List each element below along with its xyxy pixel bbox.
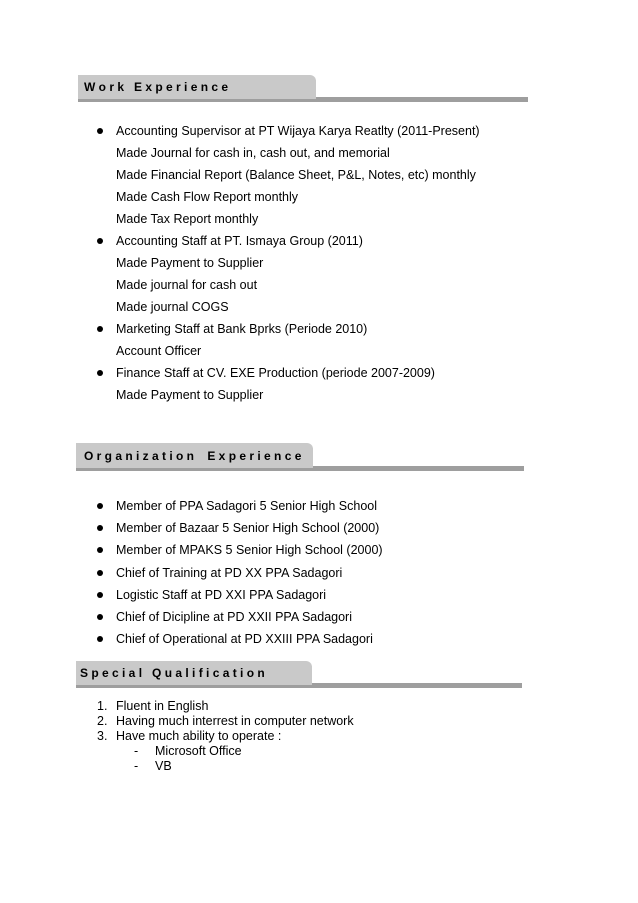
organization-item: Member of PPA Sadagori 5 Senior High School xyxy=(116,499,378,513)
bullet-icon xyxy=(97,636,103,642)
list-number: 1. xyxy=(97,699,108,713)
list-number: 3. xyxy=(97,729,108,743)
bullet-icon xyxy=(97,592,103,598)
dash-marker: - xyxy=(134,744,139,758)
work-duty: Made journal for cash out xyxy=(116,278,258,292)
work-position: Finance Staff at CV. EXE Production (periode 2007-2009) xyxy=(116,366,435,380)
organization-heading xyxy=(76,443,313,468)
bullet-icon xyxy=(97,326,103,332)
qualification-item: Have much ability to operate : xyxy=(116,729,282,743)
work-duty: Made journal COGS xyxy=(116,300,229,314)
dash-marker: - xyxy=(134,759,139,773)
organization-item: Member of MPAKS 5 Senior High School (2000) xyxy=(116,543,383,557)
work-position: Accounting Supervisor at PT Wijaya Karya Reatlty (2011-Present) xyxy=(116,124,480,138)
qualification-subitem: VB xyxy=(155,759,172,773)
work-heading-text: W o r k E x p e r i e n c e xyxy=(84,80,229,94)
bullet-icon xyxy=(97,503,103,509)
special-heading xyxy=(76,661,312,685)
bullet-icon xyxy=(97,238,103,244)
organization-item: Chief of Training at PD XX PPA Sadagori xyxy=(116,566,343,580)
organization-item: Member of Bazaar 5 Senior High School (2000) xyxy=(116,521,380,535)
qualification-item: Fluent in English xyxy=(116,699,209,713)
work-duty: Made Cash Flow Report monthly xyxy=(116,190,299,204)
qualification-item: Having much interrest in computer network xyxy=(116,714,354,728)
special-heading-text: S p e c i a l Q u a l i f i c a t i o n xyxy=(80,666,265,680)
work-duty: Made Tax Report monthly xyxy=(116,212,259,226)
work-duty: Account Officer xyxy=(116,344,202,358)
work-duty: Made Payment to Supplier xyxy=(116,388,264,402)
work-position: Accounting Staff at PT. Ismaya Group (2011) xyxy=(116,234,363,248)
work-duty: Made Journal for cash in, cash out, and memorial xyxy=(116,146,390,160)
organization-item: Chief of Operational at PD XXIII PPA Sadagori xyxy=(116,632,373,646)
list-number: 2. xyxy=(97,714,108,728)
bullet-icon xyxy=(97,614,103,620)
bullet-icon xyxy=(97,128,103,134)
organization-heading-text: O r g a n i z a t i o n E x p e r i e n c e xyxy=(84,448,302,463)
bullet-icon xyxy=(97,525,103,531)
organization-item: Logistic Staff at PD XXI PPA Sadagori xyxy=(116,588,327,602)
bullet-icon xyxy=(97,547,103,553)
work-duty: Made Payment to Supplier xyxy=(116,256,264,270)
bullet-icon xyxy=(97,570,103,576)
work-duty: Made Financial Report (Balance Sheet, P&L, Notes, etc) monthly xyxy=(116,168,476,182)
bullet-icon xyxy=(97,370,103,376)
qualification-subitem: Microsoft Office xyxy=(155,744,242,758)
work-position: Marketing Staff at Bank Bprks (Periode 2010) xyxy=(116,322,368,336)
organization-item: Chief of Dicipline at PD XXII PPA Sadagori xyxy=(116,610,352,624)
work-heading xyxy=(78,75,316,99)
